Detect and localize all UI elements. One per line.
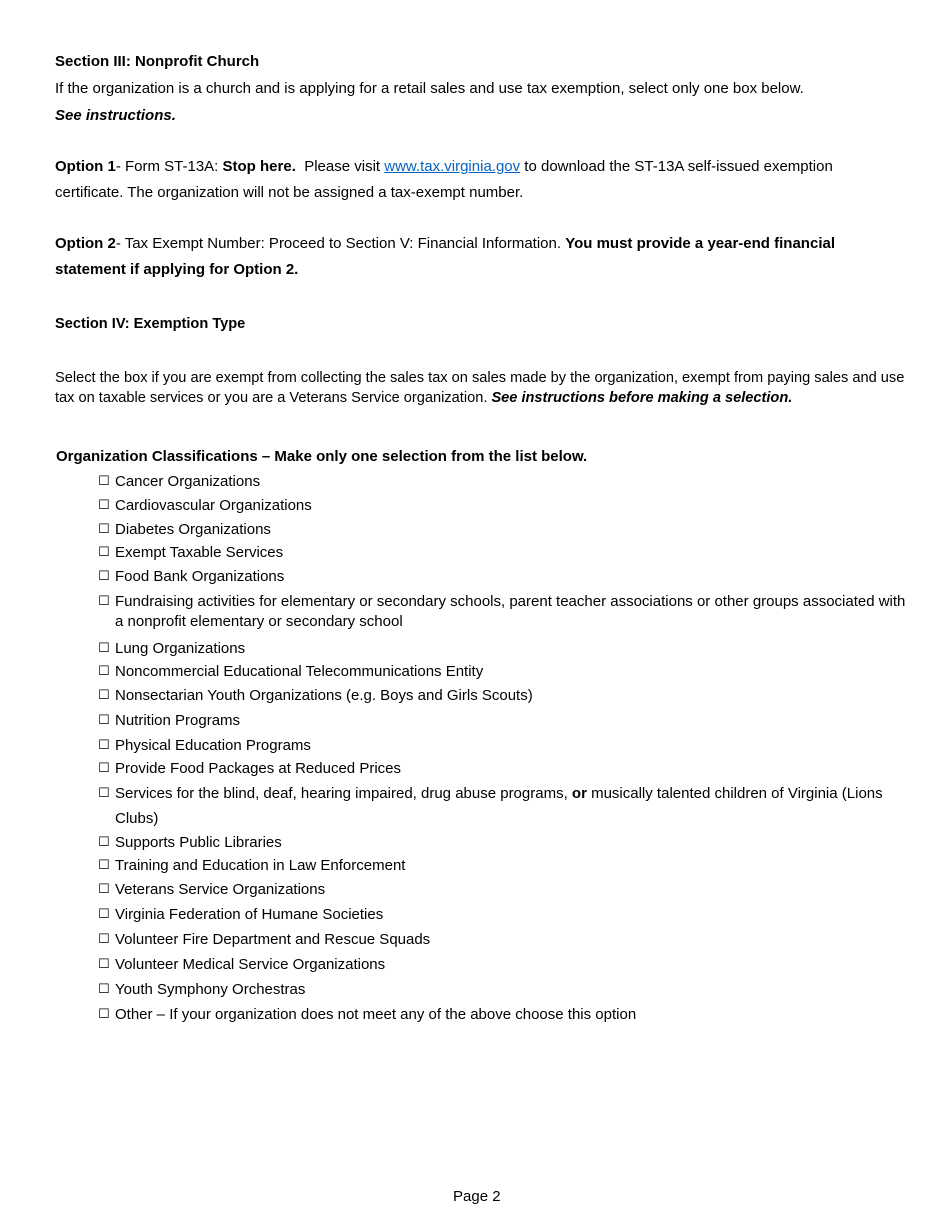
option-1-form-text: - Form ST-13A: (115, 158, 223, 175)
checkbox-icon[interactable]: ☐ (98, 761, 110, 776)
checkbox-icon[interactable]: ☐ (98, 932, 110, 947)
option-1-visit-text: Please visit (295, 158, 385, 175)
checkbox-icon[interactable]: ☐ (98, 594, 110, 609)
classification-label: Other – If your organization does not meet any of the above choose this option (115, 1006, 637, 1023)
checkbox-icon[interactable]: ☐ (98, 522, 110, 537)
classification-physical-education[interactable] (98, 736, 908, 756)
classification-label: Diabetes Organizations (115, 521, 271, 538)
classification-nonsectarian-youth[interactable] (98, 686, 908, 706)
classification-label: Food Bank Organizations (115, 568, 285, 585)
classification-diabetes[interactable] (98, 520, 908, 540)
option-2-paragraph (55, 231, 905, 283)
checkbox-icon[interactable]: ☐ (98, 569, 110, 584)
option-2-note: You must provide a year-end financial statement if applying for Option 2. (55, 235, 835, 278)
page-number: Page 2 (453, 1188, 501, 1205)
checkbox-icon[interactable]: ☐ (98, 641, 110, 656)
classification-label: Physical Education Programs (115, 737, 311, 754)
checkbox-icon[interactable]: ☐ (98, 957, 110, 972)
checkbox-icon[interactable]: ☐ (98, 786, 110, 801)
section-3-see-instructions: See instructions. (55, 107, 176, 124)
classification-label: Virginia Federation of Humane Societies (115, 906, 384, 923)
classification-label: Provide Food Packages at Reduced Prices (115, 760, 401, 777)
option-2-label: Option 2 (55, 235, 116, 252)
checkbox-icon[interactable]: ☐ (98, 474, 110, 489)
classification-label: Supports Public Libraries (115, 834, 282, 851)
services-text-or: or (571, 785, 587, 802)
classification-food-bank[interactable] (98, 567, 908, 587)
classification-nutrition[interactable] (98, 711, 908, 731)
section-3-heading: Section III: Nonprofit Church (55, 53, 260, 70)
checkbox-icon[interactable]: ☐ (98, 1007, 110, 1022)
classification-label: Training and Education in Law Enforcement (115, 857, 406, 874)
classification-veterans-service[interactable] (98, 880, 908, 900)
classifications-heading: Organization Classifications – Make only one selection from the list below. (56, 448, 588, 465)
section-3-intro: If the organization is a church and is applying for a retail sales and use tax exemption, select only one box below. (55, 80, 804, 97)
option-2-text: - Tax Exempt Number: Proceed to Section V: Financial Information. (115, 235, 566, 252)
checkbox-icon[interactable]: ☐ (98, 738, 110, 753)
classification-noncommercial-telecom[interactable] (98, 662, 908, 682)
classification-cancer[interactable] (98, 472, 908, 492)
tax-virginia-link[interactable]: www.tax.virginia.gov (384, 158, 521, 175)
classification-label: Youth Symphony Orchestras (115, 981, 306, 998)
checkbox-icon[interactable]: ☐ (98, 882, 110, 897)
classification-cardiovascular[interactable] (98, 496, 908, 516)
checkbox-icon[interactable]: ☐ (98, 858, 110, 873)
services-text-part2: musically talented children of Virginia (Lions Clubs) (115, 785, 883, 827)
services-text-part1: Services for the blind, deaf, hearing impaired, drug abuse programs, (115, 785, 572, 802)
classification-label: Cancer Organizations (115, 473, 261, 490)
classification-list (98, 472, 908, 1032)
classification-label: Volunteer Fire Department and Rescue Squads (115, 931, 431, 948)
section-4-body-text: Select the box if you are exempt from collecting the sales tax on sales made by the organization, exempt from paying sales and use tax on taxable services or you are a Veterans Service organization. (55, 370, 905, 406)
classification-other[interactable] (98, 1005, 908, 1025)
checkbox-icon[interactable]: ☐ (98, 835, 110, 850)
classification-law-enforcement[interactable] (98, 856, 908, 876)
checkbox-icon[interactable]: ☐ (98, 498, 110, 513)
classification-label: Nutrition Programs (115, 712, 241, 729)
section-4-body (55, 368, 905, 408)
classification-humane-societies[interactable] (98, 905, 908, 925)
classification-volunteer-medical[interactable] (98, 955, 908, 975)
classification-food-packages[interactable] (98, 759, 908, 779)
classification-label (115, 781, 908, 831)
classification-public-libraries[interactable] (98, 833, 908, 853)
checkbox-icon[interactable]: ☐ (98, 545, 110, 560)
option-1-stop: Stop here. (222, 158, 296, 175)
checkbox-icon[interactable]: ☐ (98, 713, 110, 728)
checkbox-icon[interactable]: ☐ (98, 982, 110, 997)
classification-youth-symphony[interactable] (98, 980, 908, 1000)
checkbox-icon[interactable]: ☐ (98, 688, 110, 703)
classification-lung[interactable] (98, 639, 908, 659)
classification-label: Volunteer Medical Service Organizations (115, 956, 386, 973)
classification-label: Exempt Taxable Services (115, 544, 284, 561)
classification-services-blind-deaf[interactable] (98, 781, 908, 831)
classification-label: Lung Organizations (115, 640, 246, 657)
classification-fundraising[interactable] (98, 592, 908, 632)
classification-label: Fundraising activities for elementary or secondary schools, parent teacher associations or other groups associated with a nonprofit elementary or secondary school (115, 593, 906, 630)
checkbox-icon[interactable]: ☐ (98, 664, 110, 679)
classification-volunteer-fire-rescue[interactable] (98, 930, 908, 950)
option-1-paragraph (55, 154, 895, 206)
section-4-heading: Section IV: Exemption Type (55, 316, 246, 332)
classification-label: Nonsectarian Youth Organizations (e.g. Boys and Girls Scouts) (115, 687, 533, 704)
option-1-after-link: to download the ST-13A self-issued exemption certificate. The organization will not be assigned a tax-exempt number. (55, 158, 833, 201)
classification-label: Cardiovascular Organizations (115, 497, 312, 514)
classification-label: Veterans Service Organizations (115, 881, 326, 898)
checkbox-icon[interactable]: ☐ (98, 907, 110, 922)
classification-exempt-taxable-services[interactable] (98, 543, 908, 563)
section-4-body-note: See instructions before making a selection. (491, 390, 793, 406)
option-1-label: Option 1 (55, 158, 116, 175)
classification-label: Noncommercial Educational Telecommunications Entity (115, 663, 484, 680)
